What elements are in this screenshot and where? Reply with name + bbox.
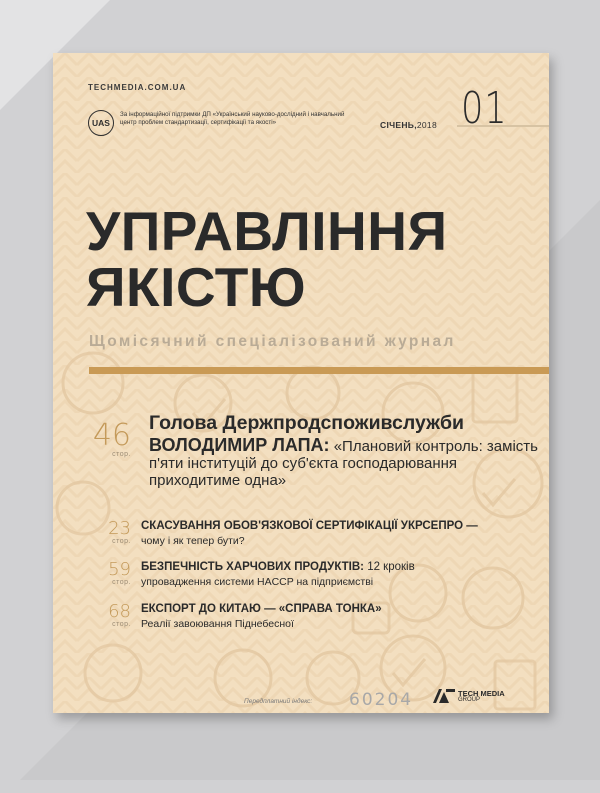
publisher-line-1: TECH MEDIA xyxy=(458,689,505,698)
article-1-title xyxy=(141,520,478,532)
magazine-title xyxy=(86,200,448,318)
title-line-1: УПРАВЛІННЯ xyxy=(86,200,448,262)
featured-page-ref xyxy=(87,418,131,458)
title-line-2: ЯКІСТЮ xyxy=(86,256,307,318)
publisher-name xyxy=(458,690,505,704)
uas-support-text: За інформаційної підтримки ДП «Український науково-дослідний і навчальний центр проблем стандартизації, сертифікації та якості» xyxy=(120,111,345,126)
article-page-label: стор. xyxy=(112,621,131,628)
featured-page-number: 46 xyxy=(92,418,131,453)
article-page-number: 68 xyxy=(108,601,131,622)
article-title-rest: 12 кроків xyxy=(364,561,415,573)
featured-quote: «Плановий контроль: замість п'яти інституцій до суб'єкта господарювання приходитиме одна» xyxy=(149,438,538,489)
article-3-title xyxy=(141,603,382,615)
featured-name: ВОЛОДИМИР ЛАПА: xyxy=(149,435,330,455)
magazine-cover xyxy=(53,53,549,713)
uas-logo-icon xyxy=(88,110,114,136)
subscription-index: 60204 xyxy=(349,690,414,710)
article-1-page-ref xyxy=(87,520,131,545)
article-page-number: 59 xyxy=(108,559,131,580)
article-page-number: 23 xyxy=(108,518,131,539)
magazine-subtitle: Щомісячний спеціалізований журнал xyxy=(89,333,456,350)
article-page-label: стор. xyxy=(112,579,131,586)
article-3-subtitle: Реалії завоювання Піднебесної xyxy=(141,618,294,630)
tech-media-logo-icon xyxy=(433,689,455,703)
article-2-page-ref xyxy=(87,561,131,586)
issue-month: СІЧЕНЬ, xyxy=(380,120,417,130)
issue-number: 01 xyxy=(461,83,508,134)
website-url: TECHMEDIA.COM.UA xyxy=(88,83,187,92)
featured-position: Голова Держпродспоживслужби xyxy=(149,412,464,434)
article-3-page-ref xyxy=(87,603,131,628)
article-title-bold: БЕЗПЕЧНІСТЬ ХАРЧОВИХ ПРОДУКТІВ: xyxy=(141,561,364,573)
article-page-label: стор. xyxy=(112,538,131,545)
uas-logo-text: UAS xyxy=(92,118,110,128)
featured-page-label: стор. xyxy=(112,451,131,458)
issue-year: 2018 xyxy=(416,120,437,130)
article-1-subtitle: чому і як тепер бути? xyxy=(141,535,245,547)
subscription-label: Передплатний індекс: xyxy=(244,698,313,705)
gold-divider xyxy=(89,367,549,374)
publisher-line-2: GROUP xyxy=(458,697,481,703)
issue-date xyxy=(380,120,437,130)
article-title-bold: СКАСУВАННЯ ОБОВ'ЯЗКОВОЇ СЕРТИФІКАЦІЇ УКРСЕПРО — xyxy=(141,520,478,532)
article-2-subtitle: упровадження системи HACCP на підприємстві xyxy=(141,576,374,588)
featured-interview xyxy=(149,437,549,489)
article-title-bold: ЕКСПОРТ ДО КИТАЮ — «СПРАВА ТОНКА» xyxy=(141,603,382,615)
article-2-title xyxy=(141,561,415,573)
